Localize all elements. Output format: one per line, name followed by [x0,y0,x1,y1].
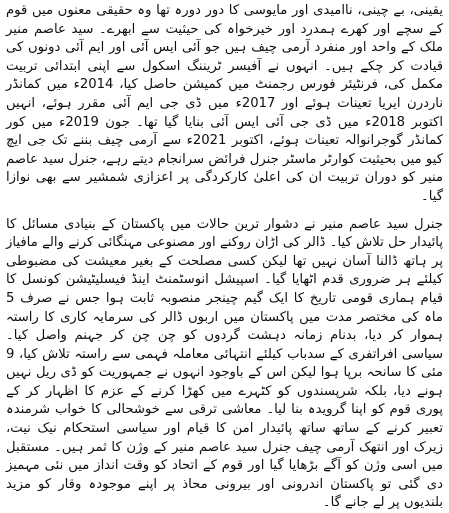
paragraph-economic-vision: جنرل سید عاصم منیر نے دشوار ترین حالات میں پاکستان کے بنیادی مسائل کا پائیدار حل تلاش کیا۔ ڈالر کی اڑان روکنے اور مصنوعی مہنگائی کرنے والے مافیاز پر ہاتھ ڈالنا آسان نہیں تھا لیکن کسی مصلحت کے بغیر معیشت کی مضبوطی کیلئے ہر ضروری قدم اٹھایا گیا۔ اسپیشل انوسٹمنٹ اینڈ فیسلیٹیشن کونسل کا قیام ہماری قومی تاریخ کا ایک گیم چینجر منصوبہ ثابت ہوا جس نے صرف 5 ماہ کی مختصر مدت میں پاکستان میں اربوں ڈالر کی سرمایہ کاری کا راستہ ہموار کر دیا، بدنام زمانہ دہشت گردوں کو چن چن کر جہنم واصل کیا۔ سیاسی افراتفری کے سدباب کیلئے انتہائی معاملہ فہمی سے راستہ تلاش کیا، 9 مئی کا سانحہ برپا ہوا لیکن اس کے باوجود انہوں نے جمہوریت کو ڈی ریل نہیں ہونے دیا، بلکہ شرپسندوں کو کٹہرے میں کھڑا کرنے کے عزم کا اظہار کر کے پوری قوم کو اپنا گرویدہ بنا لیا۔ معاشی ترقی سے خوشحالی کا خواب شرمندہ تعبیر کرنے کے ساتھ ساتھ پائیدار امن کا قیام اور سیاسی استحکام نیک نیت، زیرک اور انتھک آرمی چیف جنرل سید عاصم منیر کے وژن کا ثمر ہیں۔ مستقبل میں اسی وژن کو آگے بڑھایا گیا اور قوم کے اتحاد کو وقت انداز میں نئی مہمیز دی گئی تو پاکستان اندرونی اور بیرونی محاذ پر اپنے موجودہ وقار کو مزید بلندیوں پر لے جانے گا۔ [6,216,443,511]
paragraph-divider [6,207,443,216]
urdu-article-text [6,2,443,513]
paragraph-general-profile: یقینی، بے چینی، ناامیدی اور مایوسی کا دور دورہ تھا وہ حقیقی معنوں میں قوم کے سچے اور کھرے ہمدرد اور خیرخواہ کی حیثیت سے ابھرے۔ سید عاصم منیر ملک کے واحد اور منفرد آرمی چیف ہیں جو آئی ایس آئی اور ایم آئی دونوں کی قیادت کر چکے ہیں۔ انہوں نے آفیسر ٹریننگ اسکول سے اپنی ابتدائی تربیت مکمل کی، فرنٹیئر فورس رجمنٹ میں کمیشن حاصل کیا، 2014ء میں کمانڈر ناردرن ایریا تعینات ہوئے اور 2017ء میں ڈی جی ایم آئی مقرر ہوئے، انہیں اکتوبر 2018ء میں ڈی جی آئی ایس آئی بنایا گیا تھا۔ جون 2019ء میں کور کمانڈر گوجرانوالہ تعینات ہوئے، اکتوبر 2021ء سے آرمی چیف بننے تک جی ایچ کیو میں بحیثیت کوارٹر ماسٹر جنرل فرائض سرانجام دیتے رہے، جنرل سید عاصم منیر کو دوران تربیت ان کی اعلیٰ کارکردگی پر اعزازی شمشیر سے بھی نوازا گیا۔ [6,3,444,204]
